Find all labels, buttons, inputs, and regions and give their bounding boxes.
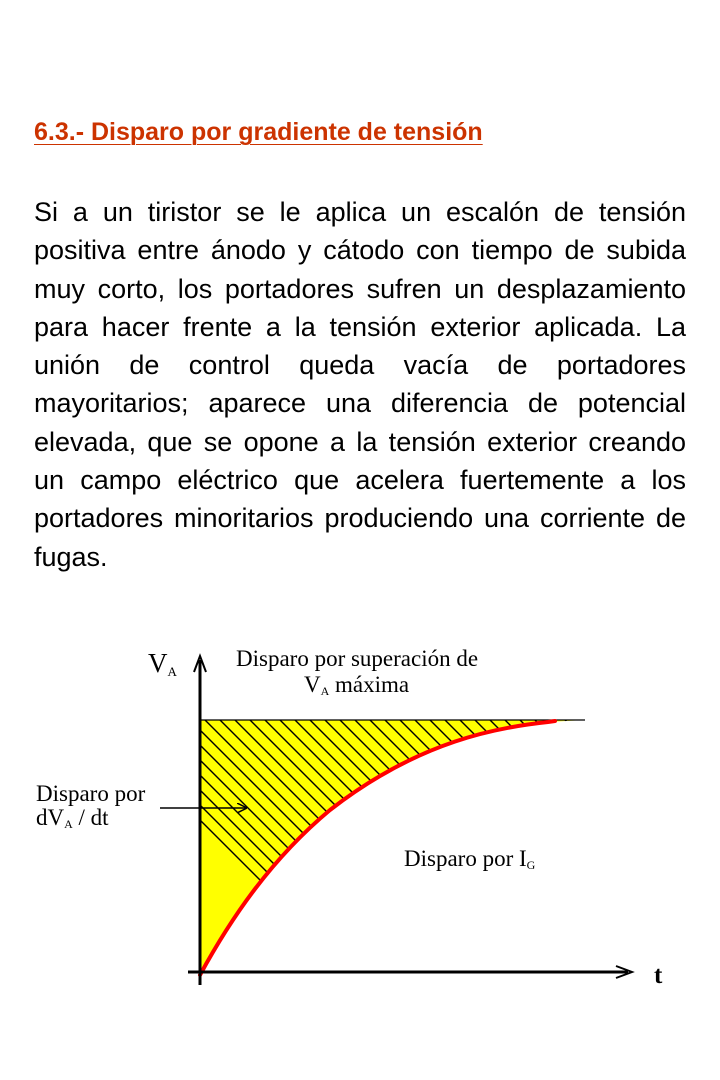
x-axis-label: t (654, 962, 663, 989)
hatch-line (590, 700, 720, 1000)
hatch-line (605, 700, 720, 1000)
label-gate-current: Disparo por IG (404, 846, 536, 872)
hatch-line (530, 700, 720, 1000)
label-dvdt-line2: dVA / dt (36, 805, 109, 831)
label-dvdt-line1: Disparo por (36, 781, 146, 806)
hatch-line (575, 700, 720, 1000)
hatch-line (500, 700, 720, 1000)
body-paragraph: Si a un tiristor se le aplica un escalón de tensión positiva entre ánodo y cátodo con tiempo de subida muy corto, los portadores sufren un desplazamiento para hacer frente a la tensión exterior aplicada. La unión de control queda vacía de portadores mayoritarios; aparece una diferencia de potencial elevada, que se opone a la tensión exterior creando un campo eléctrico que acelera fuertemente a los portadores minoritarios produciendo una corriente de fugas. (34, 197, 686, 572)
hatch-line (515, 700, 720, 1000)
slide-title: 6.3.- Disparo por gradiente de tensión (34, 118, 483, 146)
hatch-line (560, 700, 720, 1000)
label-max-voltage-line1: Disparo por superación de (236, 646, 479, 671)
y-axis-label: VA (148, 648, 177, 679)
label-max-voltage-line2: VA máxima (304, 672, 410, 698)
hatch-line (545, 700, 720, 1000)
